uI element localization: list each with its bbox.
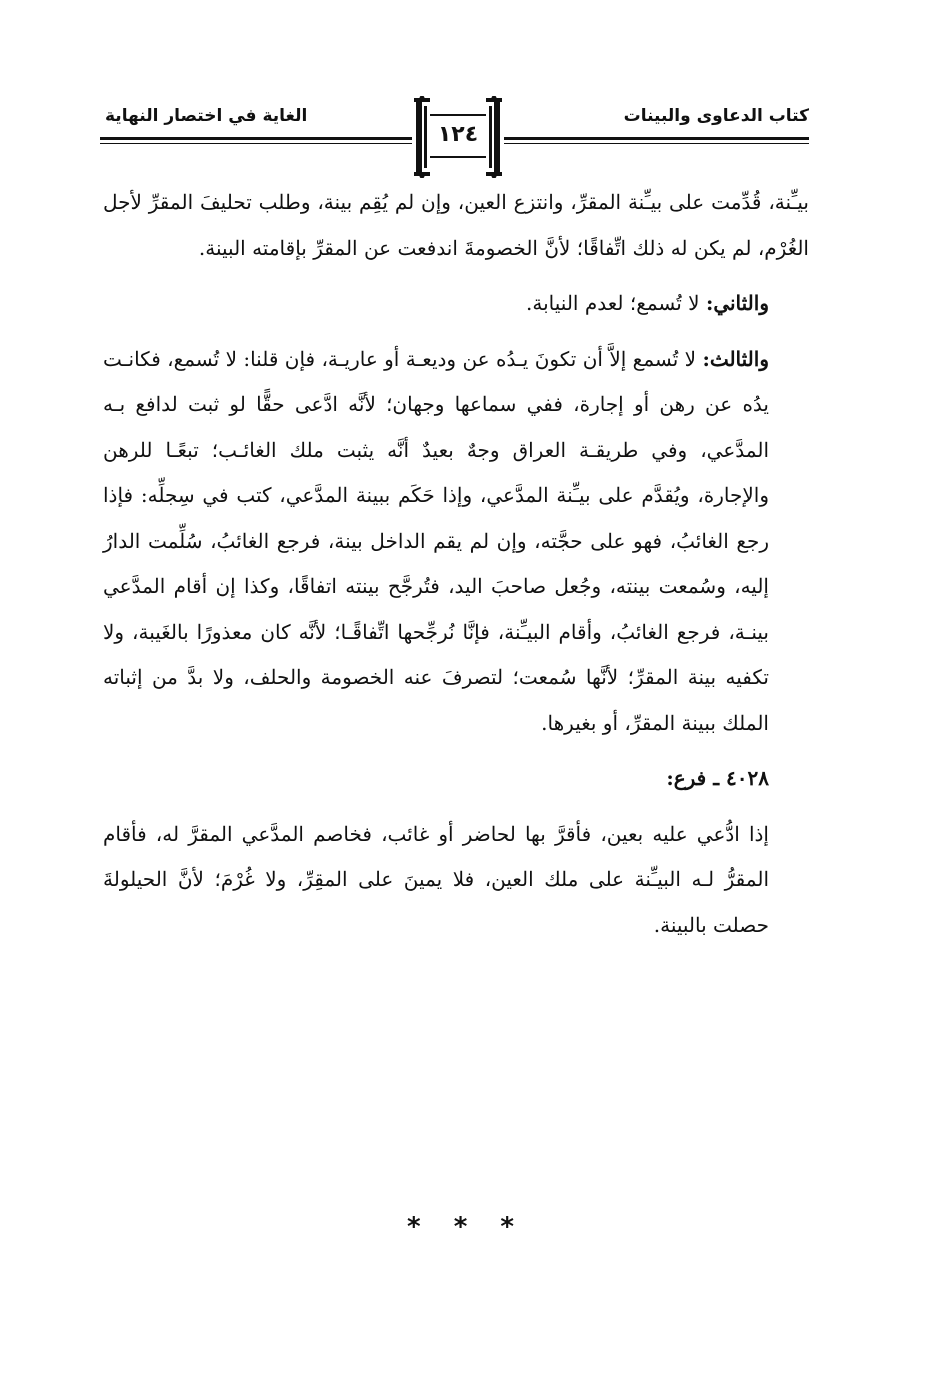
section-heading bbox=[103, 756, 809, 802]
paragraph-1-text: بيـِّنة، قُدِّمت على بيـِّنة المقرِّ، وانتزع العين، وإن لم يُقِم بينة، وطلب تحليفَ المقرِّ لأجل الغُرْم، لم يكن له ذلك اتِّفاقًا؛ لأنَّ الخصومةَ اندفعت عن المقرِّ بإقامته البينة. bbox=[103, 190, 809, 260]
header-book-title: الغاية في اختصار النهاية bbox=[105, 106, 308, 126]
paragraph-5-text: إذا ادُّعي عليه بعين، فأقرَّ بها لحاضر أو غائب، فخاصم المدَّعي المقرَّ له، فأقام المقرُّ لـه البيـِّنة على ملك العين، فلا يمينَ على المقِرِّ، ولا غُرْمَ؛ لأنَّ الحيلولةَ حصلت بالبينة. bbox=[103, 821, 769, 937]
header-section-title: كتاب الدعاوى والبينات bbox=[623, 106, 809, 126]
paragraph-3-lead: والثالث: bbox=[702, 346, 769, 371]
section-end-asterisks: * * * bbox=[407, 1212, 526, 1242]
page-number: ١٢٤ bbox=[430, 122, 486, 147]
paragraph-5 bbox=[103, 812, 809, 949]
page-body bbox=[103, 180, 809, 948]
section-heading-text: ٤٠٢٨ ـ فرع: bbox=[666, 766, 769, 790]
paragraph-2 bbox=[103, 281, 809, 327]
paragraph-1 bbox=[103, 180, 809, 271]
paragraph-2-lead: والثاني: bbox=[705, 291, 769, 315]
paragraph-3 bbox=[103, 337, 809, 747]
paragraph-2-text: لا تُسمع؛ لعدم النيابة. bbox=[526, 291, 706, 315]
paragraph-3-text: لا تُسمع إلاَّ أن تكونَ يـدُه عن وديعـة أو عاريـة، فإن قلنا: لا تُسمع، فكانـت يدُه عن رهن أو إجارة، ففي سماعها وجهان؛ لأنَّه ادَّعى حقًّا لو ثبت لدافع بـه المدَّعي، وفي طريقـة العراق وجهٌ بعيدٌ أنَّه يثبت ملك الغائـب؛ تبعًـا للرهن والإجارة، ويُقدَّم على بيـِّنة المدَّعي، وإذا حَكَم ببينة المدَّعي، كتب في سِجلِّه: فإذا رجع الغائبُ، فهو على حجَّته، وإن لم يقم الداخل بينة، فرجع الغائبُ، سُلِّمت الدارُ إليه، وسُمعت بينته، وجُعل صاحبَ اليد، فتُرجَّح بينته اتفاقًا، وكذا إن أقام المدَّعي بينـة، فرجع الغائبُ، وأقام البيـِّنة، فإنَّا نُرجِّحها اتِّفاقًـا؛ لأنَّه كان معذورًا بالغَيبة، ولا تكفيه بينة المقرِّ؛ لأنَّها سُمعت؛ لتصرفَ عنه الخصومة والحلف، ولا بدَّ من إثباته الملك ببينة المقرِّ، أو بغيرها. bbox=[103, 346, 769, 735]
